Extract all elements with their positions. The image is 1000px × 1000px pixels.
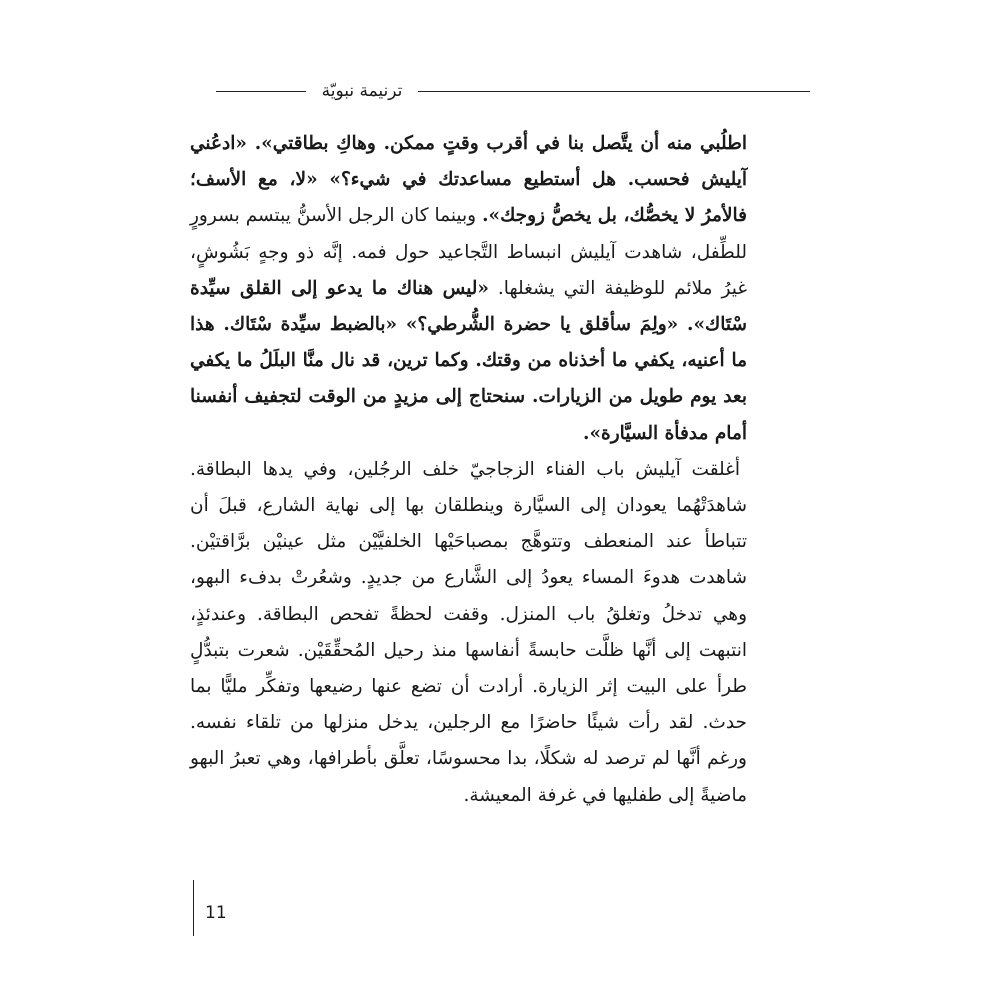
narrative-passage: أغلقت آيليش باب الفناء الزجاجيّ خلف الرجُلين، وفي يدها البطاقة. شاهدَتْهُما يعودان إلى السيَّارة وينطلقان بها إلى نهاية الشارع، قبلَ أن تتباطأ عند المنعطف وتتوهَّج بمصباحَيْها الخلفيَّيْن مثل عينيْن برَّاقتيْن. شاهدت هدوءَ المساء يعودُ إلى الشَّارع من جديدٍ. وشعُرتْ بدفء البهو، وهي تدخلُ وتغلقُ باب المنزل. وقفت لحظةً تفحص البطاقة. وعندئذٍ، انتبهت إلى أنَّها ظلَّت حابسةً أنفاسها منذ رحيل المُحقِّقَيْن. شعرت بتبدُّلٍ طرأ على البيت إثر الزيارة. أرادت أن تضع عنها رضيعها وتفكِّر مليًّا بما حدث. لقد رأت شيئًا حاضرًا مع الرجلين، يدخل منزلها من تلقاء نفسه. ورغم أنَّها لم ترصد له شكلًا، بدا محسوسًا، تعلَّق بأطرافها، وهي تعبرُ البهو ماضيةً إلى طفليها في غرفة المعيشة. bbox=[190, 458, 747, 806]
dialogue-passage: «ليس هناك ما يدعو إلى القلق سيِّدة سْتَاك». «ولِمَ سأقلق يا حضرة الشُّرطي؟» «بالضبط سيِّدة سْتَاك. هذا ما أعنيه، يكفي ما أخذناه من وقتك. وكما ترين، قد نال منَّا البلَلُ ما يكفي بعد يوم طويل من الزيارات. سنحتاج إلى مزيدٍ من الوقت لتجفيف أنفسنا أمام مدفأة السيَّارة». bbox=[190, 277, 747, 444]
body-text bbox=[190, 126, 747, 814]
header-rule-left bbox=[216, 91, 306, 92]
running-header bbox=[216, 76, 810, 108]
paragraph-1 bbox=[190, 126, 747, 452]
header-rule-right bbox=[418, 91, 810, 92]
paragraph-2 bbox=[190, 452, 747, 814]
page-number: 11 bbox=[205, 903, 227, 923]
running-header-title: ترنيمة نبويّة bbox=[321, 81, 403, 101]
narrative-passage: وبينما كان الرجل الأسنُّ يبتسم بسرورٍ للطِّفل، شاهدت آيليش انبساط التَّجاعيد حول فمه. إنَّه ذو وجهٍ بَشُوشٍ، غيرُ ملائم للوظيفة التي يشغلها. bbox=[190, 205, 747, 299]
dialogue-passage: اطلُبي منه أن يتَّصل بنا في أقرب وقتٍ ممكن. وهاكِ بطاقتي». «ادعُني آيليش فحسب. هل أستطيع مساعدتك في شيء؟» «لا، مع الأسف؛ فالأمرُ لا يخصُّك، بل يخصُّ زوجك». bbox=[190, 133, 747, 227]
footer-rule bbox=[193, 880, 194, 936]
